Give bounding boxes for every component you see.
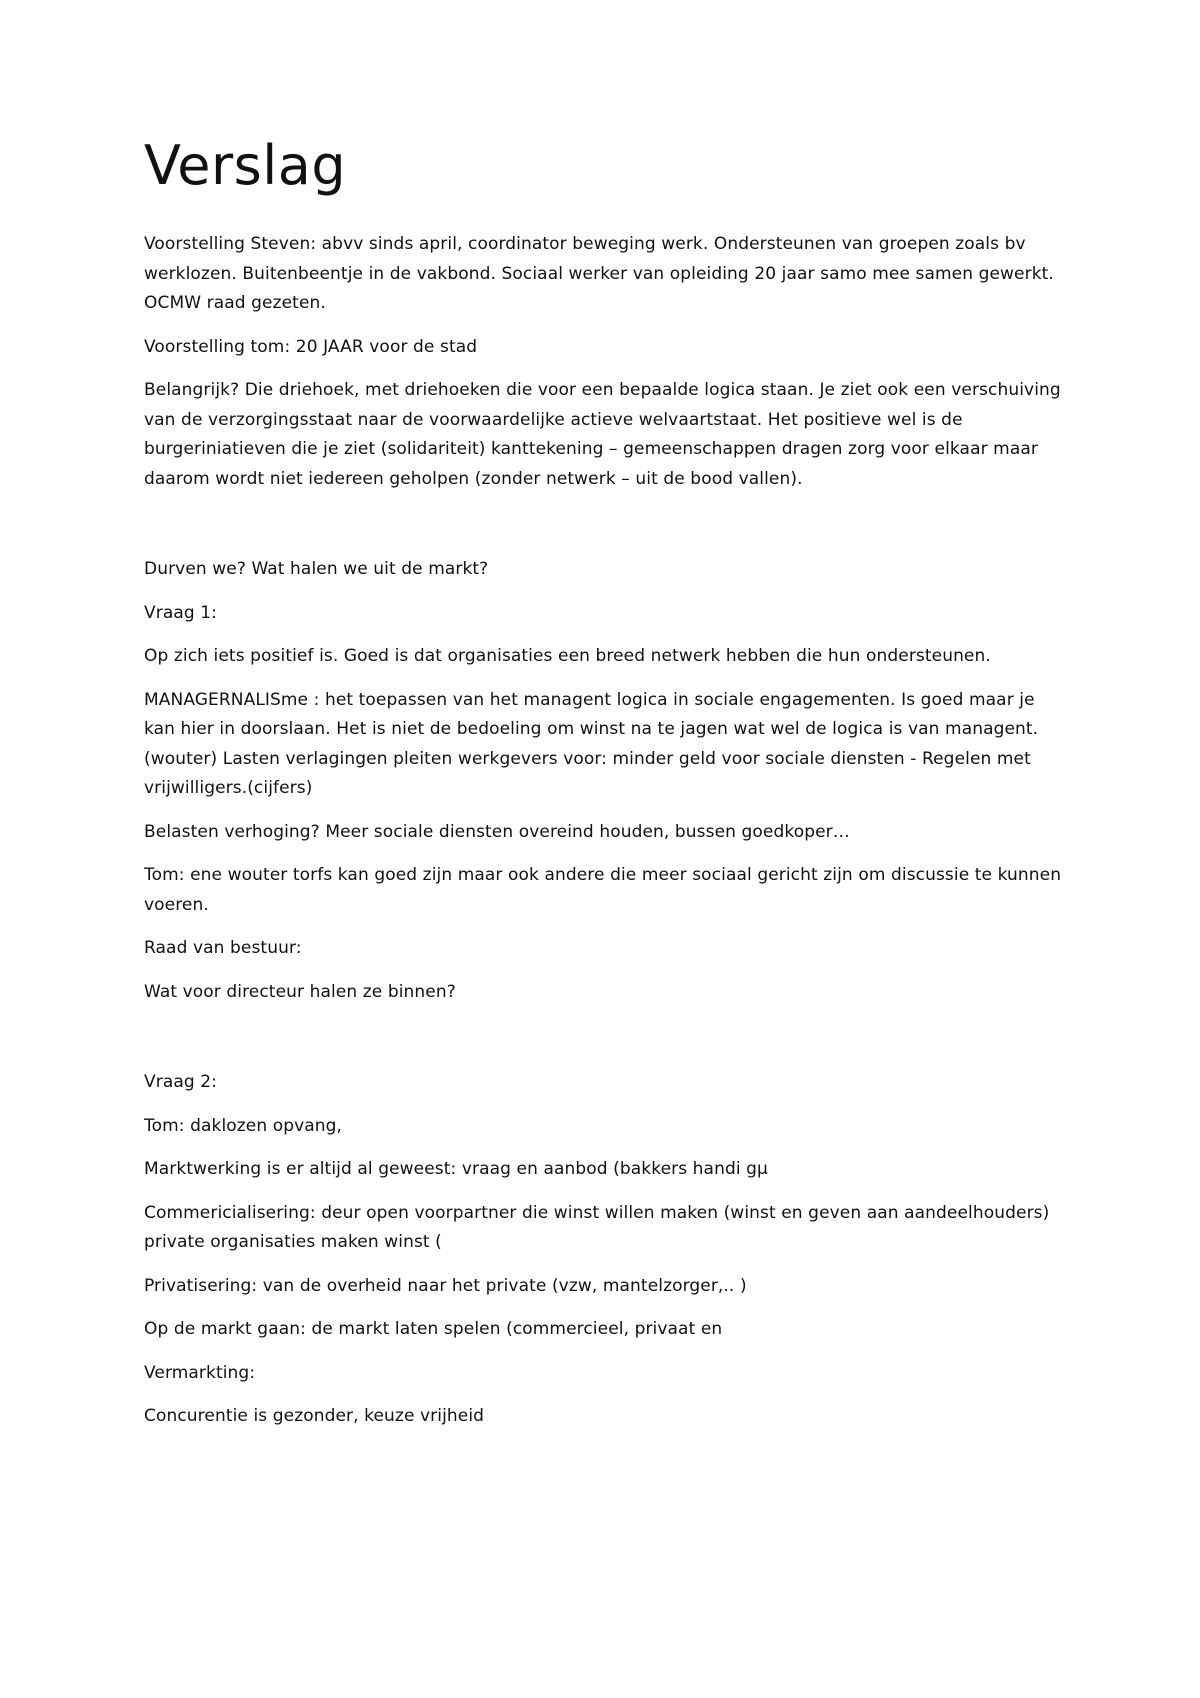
paragraph-op-zich: Op zich iets positief is. Goed is dat organisaties een breed netwerk hebben die hun ondersteunen. xyxy=(144,646,991,666)
paragraph-privatisering: Privatisering: van de overheid naar het private (vzw, mantelzorger,.. ) xyxy=(144,1275,747,1296)
paragraph-voorstelling-steven: Voorstelling Steven: abvv sinds april, coordinator beweging werk. Ondersteunen van groepen zoals bv werklozen. Buitenbeentje in de vakbond. Sociaal werker van opleiding 20 jaar samo mee samen gewerkt. OCMW raad gezeten. xyxy=(144,234,1054,313)
document-page xyxy=(144,130,1064,1446)
paragraph-managernalisme: MANAGERNALISme : het toepassen van het managent logica in sociale engagementen. Is goed maar je kan hier in doorslaan. Het is niet de bedoeling om winst na te jagen wat wel de logica is van managent. (wouter) Lasten verlagingen pleiten werkgevers voor: minder geld voor sociale diensten - Regelen met vrijwilligers.(cijfers) xyxy=(144,689,1039,798)
heading-vraag-2: Vraag 2: xyxy=(144,1072,217,1092)
paragraph-marktwerking: Marktwerking is er altijd al geweest: vraag en aanbod (bakkers handi gµ xyxy=(144,1159,768,1179)
paragraph-raad-van-bestuur: Raad van bestuur: xyxy=(144,938,302,958)
paragraph-belasten-verhoging: Belasten verhoging? Meer sociale diensten overeind houden, bussen goedkoper… xyxy=(144,821,850,842)
paragraph-tom-wouter: Tom: ene wouter torfs kan goed zijn maar ook andere die meer sociaal gericht zijn om discussie te kunnen voeren. xyxy=(144,865,1062,915)
paragraph-belangrijk: Belangrijk? Die driehoek, met driehoeken die voor een bepaalde logica staan. Je ziet ook een verschuiving van de verzorgingsstaat naar de voorwaardelijke actieve welvaartstaat. Het positieve wel is de burgeriniatieven die je ziet (solidariteit) kanttekening – gemeenschappen dragen zorg voor elkaar maar daarom wordt niet iedereen geholpen (zonder netwerk – uit de bood vallen). xyxy=(144,380,1061,489)
paragraph-directeur: Wat voor directeur halen ze binnen? xyxy=(144,981,456,1002)
paragraph-concurentie: Concurentie is gezonder, keuze vrijheid xyxy=(144,1406,485,1426)
paragraph-commericialisering: Commericialisering: deur open voorpartner die winst willen maken (winst en geven aan aandeelhouders) private organisaties maken winst ( xyxy=(144,1202,1050,1252)
paragraph-op-de-markt: Op de markt gaan: de markt laten spelen (commercieel, privaat en xyxy=(144,1319,723,1339)
spacer xyxy=(144,1021,1064,1068)
paragraph-durven-we: Durven we? Wat halen we uit de markt? xyxy=(144,559,489,579)
paragraph-vermarkting: Vermarkting: xyxy=(144,1362,256,1383)
paragraph-daklozen: Tom: daklozen opvang, xyxy=(144,1115,343,1136)
paragraph-voorstelling-tom: Voorstelling tom: 20 JAAR voor de stad xyxy=(144,336,478,357)
document-title: Verslag xyxy=(144,134,347,197)
heading-vraag-1: Vraag 1: xyxy=(144,602,217,623)
spacer xyxy=(144,508,1064,555)
